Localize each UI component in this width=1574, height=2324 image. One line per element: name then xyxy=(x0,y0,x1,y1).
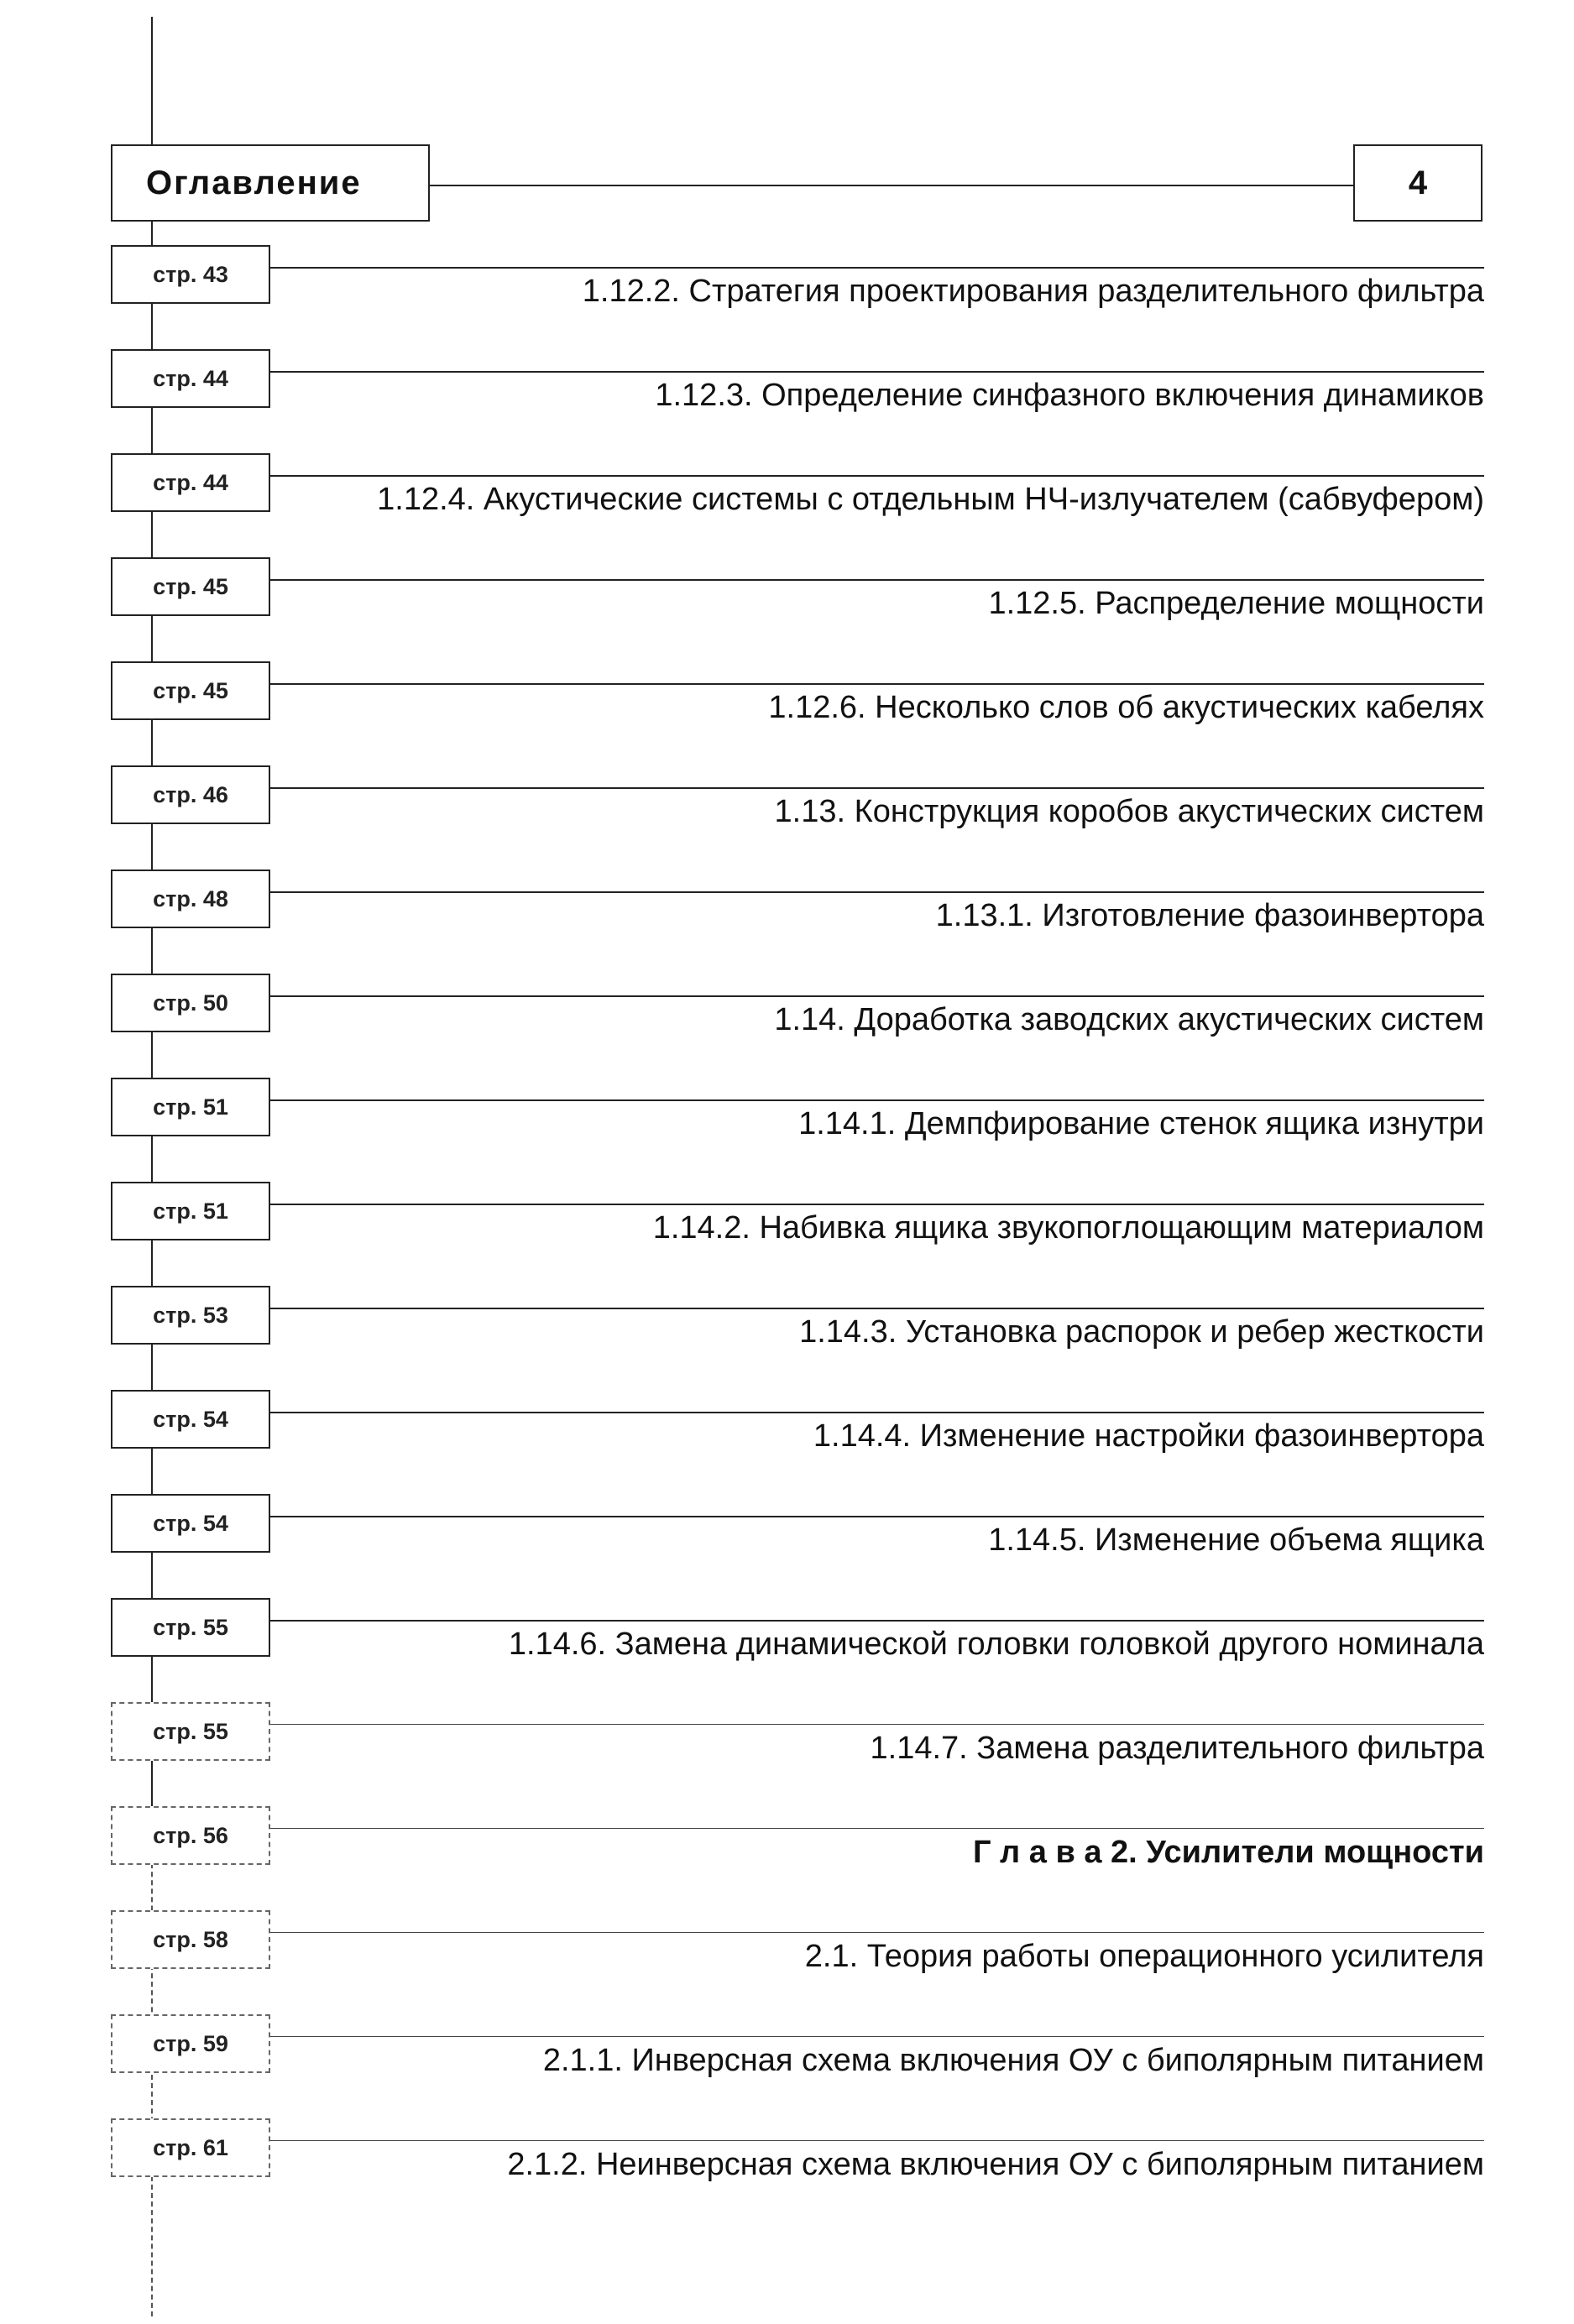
entry-rule xyxy=(270,1204,1484,1205)
page-ref: стр. 58 xyxy=(111,1910,270,1969)
page-number-box xyxy=(1353,144,1482,222)
page-ref: стр. 50 xyxy=(111,974,270,1032)
entry-rule xyxy=(270,995,1484,997)
entry-rule xyxy=(270,1412,1484,1413)
toc-entry[interactable] xyxy=(111,1702,1484,1794)
entry-rule xyxy=(270,475,1484,477)
entry-title: 1.14. Доработка заводских акустических систем xyxy=(774,1002,1484,1037)
entry-rule xyxy=(270,579,1484,581)
entry-title: 1.12.5. Распределение мощности xyxy=(988,586,1484,621)
entry-title: 1.14.2. Набивка ящика звукопоглощающим материалом xyxy=(652,1210,1484,1246)
entry-rule xyxy=(270,891,1484,893)
entry-rule xyxy=(270,1516,1484,1517)
page-ref: стр. 46 xyxy=(111,765,270,824)
chapter-title: Г л а в а 2. Усилители мощности xyxy=(972,1835,1484,1870)
toc-entry[interactable] xyxy=(111,870,1484,962)
page-ref: стр. 54 xyxy=(111,1390,270,1449)
page-ref: стр. 51 xyxy=(111,1078,270,1136)
toc-entry[interactable] xyxy=(111,974,1484,1066)
entry-title: 1.14.4. Изменение настройки фазоинвертора xyxy=(813,1418,1484,1454)
entry-rule xyxy=(270,1099,1484,1101)
page-ref: стр. 53 xyxy=(111,1286,270,1345)
entry-rule xyxy=(270,2036,1484,2037)
page-ref: стр. 43 xyxy=(111,245,270,304)
toc-entry[interactable] xyxy=(111,1598,1484,1690)
toc-entry[interactable] xyxy=(111,349,1484,441)
page-ref: стр. 44 xyxy=(111,349,270,408)
toc-header-box xyxy=(111,144,430,222)
page-ref: стр. 51 xyxy=(111,1182,270,1240)
entry-title: 2.1.1. Инверсная схема включения ОУ с биполярным питанием xyxy=(542,2043,1484,2078)
entry-title: 1.12.4. Акустические системы с отдельным НЧ-излучателем (сабвуфером) xyxy=(377,482,1484,517)
toc-entry[interactable] xyxy=(111,245,1484,337)
entry-title: 1.12.2. Стратегия проектирования разделительного фильтра xyxy=(582,274,1484,309)
toc-entry[interactable] xyxy=(111,1390,1484,1482)
entry-rule xyxy=(270,1724,1484,1725)
page-ref: стр. 55 xyxy=(111,1598,270,1657)
page-ref: стр. 54 xyxy=(111,1494,270,1553)
entry-rule xyxy=(270,2140,1484,2141)
page-ref: стр. 56 xyxy=(111,1806,270,1865)
entry-title: 1.14.7. Замена разделительного фильтра xyxy=(870,1731,1484,1766)
page-ref: стр. 45 xyxy=(111,661,270,720)
entry-title: 1.14.5. Изменение объема ящика xyxy=(988,1522,1484,1558)
entry-title: 1.13. Конструкция коробов акустических систем xyxy=(774,794,1484,829)
entry-title: 1.13.1. Изготовление фазоинвертора xyxy=(935,898,1484,933)
entry-title: 2.1. Теория работы операционного усилителя xyxy=(804,1939,1484,1974)
entry-rule xyxy=(270,1620,1484,1622)
toc-entry[interactable] xyxy=(111,765,1484,858)
toc-entry[interactable] xyxy=(111,2014,1484,2107)
entry-rule xyxy=(270,683,1484,685)
entry-title: 1.12.3. Определение синфазного включения динамиков xyxy=(655,378,1484,413)
toc-entry[interactable] xyxy=(111,557,1484,650)
entry-rule xyxy=(270,1308,1484,1309)
entry-title: 1.14.1. Демпфирование стенок ящика изнутри xyxy=(798,1106,1484,1141)
entry-rule xyxy=(270,1828,1484,1829)
toc-entry[interactable] xyxy=(111,661,1484,754)
entry-rule xyxy=(270,1932,1484,1933)
entry-rule xyxy=(270,371,1484,373)
page-ref: стр. 55 xyxy=(111,1702,270,1761)
page-number: 4 xyxy=(1408,164,1428,201)
page-ref: стр. 44 xyxy=(111,453,270,512)
toc-entry[interactable] xyxy=(111,1910,1484,2003)
entry-rule xyxy=(270,787,1484,789)
toc-entry[interactable] xyxy=(111,1286,1484,1378)
toc-entry[interactable] xyxy=(111,2118,1484,2211)
entry-title: 2.1.2. Неинверсная схема включения ОУ с биполярным питанием xyxy=(507,2147,1484,2182)
toc-entry[interactable] xyxy=(111,1182,1484,1274)
page-ref: стр. 61 xyxy=(111,2118,270,2177)
page-ref: стр. 48 xyxy=(111,870,270,928)
entry-title: 1.14.6. Замена динамической головки головкой другого номинала xyxy=(508,1627,1484,1662)
entry-title: 1.12.6. Несколько слов об акустических кабелях xyxy=(768,690,1484,725)
entry-title: 1.14.3. Установка распорок и ребер жесткости xyxy=(799,1314,1484,1350)
toc-entry[interactable] xyxy=(111,1494,1484,1586)
toc-chapter-entry[interactable] xyxy=(111,1806,1484,1898)
page-ref: стр. 59 xyxy=(111,2014,270,2073)
header-rule xyxy=(430,185,1353,186)
entry-rule xyxy=(270,267,1484,269)
toc-entry[interactable] xyxy=(111,453,1484,546)
page-ref: стр. 45 xyxy=(111,557,270,616)
toc-entry[interactable] xyxy=(111,1078,1484,1170)
toc-title: Оглавление xyxy=(146,164,362,201)
